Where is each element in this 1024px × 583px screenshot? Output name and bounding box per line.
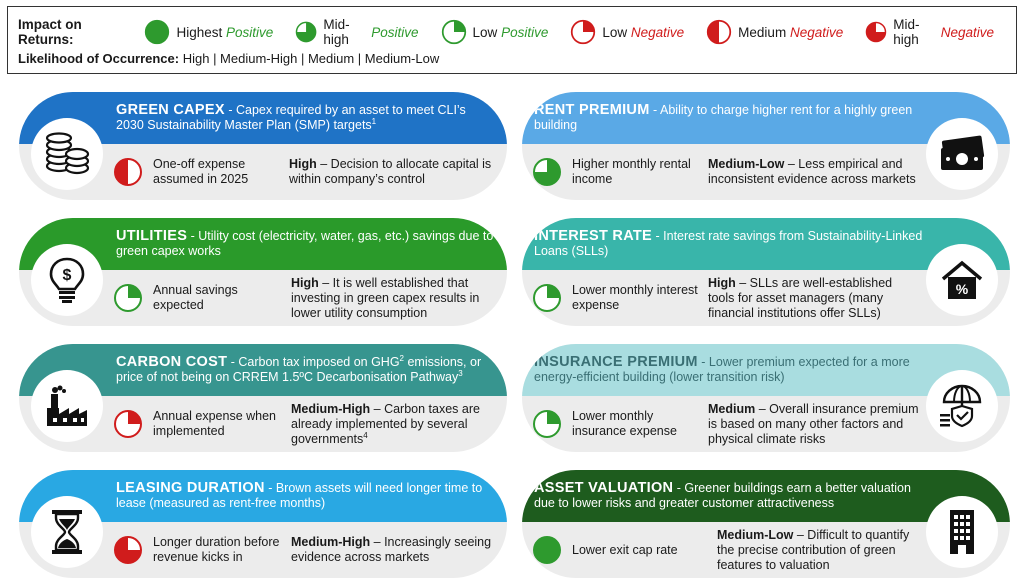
impact-text: Annual savings expected	[153, 283, 238, 312]
impact-legend-row	[18, 15, 1016, 49]
impact	[113, 535, 291, 565]
impact-text: Annual expense when implemented	[153, 409, 277, 438]
legend-midhigh-negative: Mid-high Negative	[865, 17, 994, 47]
card-carbon-cost	[19, 344, 507, 452]
card-header: GREEN CAPEX - Capex required by an asset to meet CLI’s 2030 Sustainability Master Plan (SMP) targets$^1$	[19, 92, 507, 144]
card-header: INSURANCE PREMIUM - Lower premium expected for a more energy-efficient building (lower transition risk)	[522, 344, 1010, 396]
cash-icon	[926, 118, 998, 190]
half-circle-negative-icon	[113, 157, 143, 187]
card-rent-premium	[522, 92, 1010, 200]
impact	[532, 409, 708, 439]
likelihood-legend-title: Likelihood of Occurrence:	[18, 51, 180, 66]
impact-text: Higher monthly rental income	[572, 157, 691, 186]
coins-icon	[31, 118, 103, 190]
impact-text: Lower monthly insurance expense	[572, 409, 677, 438]
impact-text: One-off expense assumed in 2025	[153, 157, 249, 186]
legend-midhigh-positive: Mid-high Positive	[295, 17, 418, 47]
card-header: UTILITIES - Utility cost (electricity, water, gas, etc.) savings due to green capex works	[19, 218, 507, 270]
quarter-circle-positive-icon	[113, 283, 143, 313]
likelihood: High – It is well established that investing in green capex results in lower utility consumption	[291, 275, 480, 320]
factory-icon	[31, 370, 103, 442]
likelihood: Medium-Low – Less empirical and inconsistent evidence across markets	[708, 157, 916, 186]
full-circle-positive-icon	[532, 535, 562, 565]
umbrella-shield-icon	[926, 370, 998, 442]
three-quarter-circle-negative-icon	[113, 535, 143, 565]
likelihood: Medium-Low – Difficult to quantify the precise contribution of green features to valuation	[717, 527, 910, 572]
impact	[113, 283, 291, 313]
quarter-circle-negative-icon	[113, 409, 143, 439]
quarter-circle-icon	[570, 19, 596, 45]
impact	[532, 283, 708, 313]
likelihood: High – Decision to allocate capital is within company’s control	[289, 157, 492, 186]
likelihood: Medium-High – Carbon taxes are already implemented by several governments$^4$	[291, 401, 480, 446]
legend-highest-positive: Highest Positive	[144, 19, 273, 45]
card-insurance-premium	[522, 344, 1010, 452]
card-header: INTEREST RATE - Interest rate savings from Sustainability-Linked Loans (SLLs)	[522, 218, 1010, 270]
three-quarter-circle-icon	[865, 19, 887, 45]
card-interest-rate	[522, 218, 1010, 326]
impact	[113, 409, 291, 439]
impact	[532, 157, 708, 187]
card-header: RENT PREMIUM - Ability to charge higher rent for a highly green building	[522, 92, 1010, 144]
likelihood: Medium – Overall insurance premium is based on many other factors and physical climate risks	[708, 401, 919, 446]
card-green-capex	[19, 92, 507, 200]
three-quarter-circle-icon	[295, 19, 317, 45]
half-circle-icon	[706, 19, 732, 45]
likelihood-legend-row	[18, 51, 439, 66]
full-circle-icon	[144, 19, 170, 45]
hourglass-icon	[31, 496, 103, 568]
impact-text: Longer duration before revenue kicks in	[153, 535, 280, 564]
card-asset-valuation	[522, 470, 1010, 578]
card-header: ASSET VALUATION - Greener buildings earn a better valuation due to lower risks and greater customer attractiveness	[522, 470, 1010, 522]
card-header: CARBON COST - Carbon tax imposed on GHG$^2$ emissions, or price of not being on CRREM 1.5ºC Decarbonisation Pathway$^3$	[19, 344, 507, 396]
impact-legend-title: Impact on Returns:	[18, 17, 82, 47]
quarter-circle-positive-icon	[532, 283, 562, 313]
house-percent-icon	[926, 244, 998, 316]
legend	[7, 6, 1017, 74]
svg-text:%: %	[955, 281, 969, 297]
svg-text:$: $	[62, 267, 72, 284]
likelihood: Medium-High – Increasingly seeing evidence across markets	[291, 535, 492, 564]
card-utilities	[19, 218, 507, 326]
three-quarter-circle-positive-icon	[532, 157, 562, 187]
card-header: LEASING DURATION - Brown assets will need longer time to lease (measured as rent-free months)	[19, 470, 507, 522]
legend-medium-negative: Medium Negative	[706, 19, 843, 45]
legend-low-positive: Low Positive	[441, 19, 549, 45]
building-icon	[926, 496, 998, 568]
card-leasing-duration	[19, 470, 507, 578]
impact-text: Lower exit cap rate	[572, 542, 678, 557]
lightbulb-dollar-icon	[31, 244, 103, 316]
impact	[113, 157, 289, 187]
quarter-circle-icon	[441, 19, 467, 45]
impact-text: Lower monthly interest expense	[572, 283, 698, 312]
likelihood-levels: High | Medium-High | Medium | Medium-Low	[182, 51, 440, 66]
quarter-circle-positive-icon	[532, 409, 562, 439]
impact	[532, 535, 717, 565]
legend-low-negative: Low Negative	[570, 19, 684, 45]
likelihood: High – SLLs are well-established tools for asset managers (many financial institutions offer SLLs)	[708, 275, 893, 320]
